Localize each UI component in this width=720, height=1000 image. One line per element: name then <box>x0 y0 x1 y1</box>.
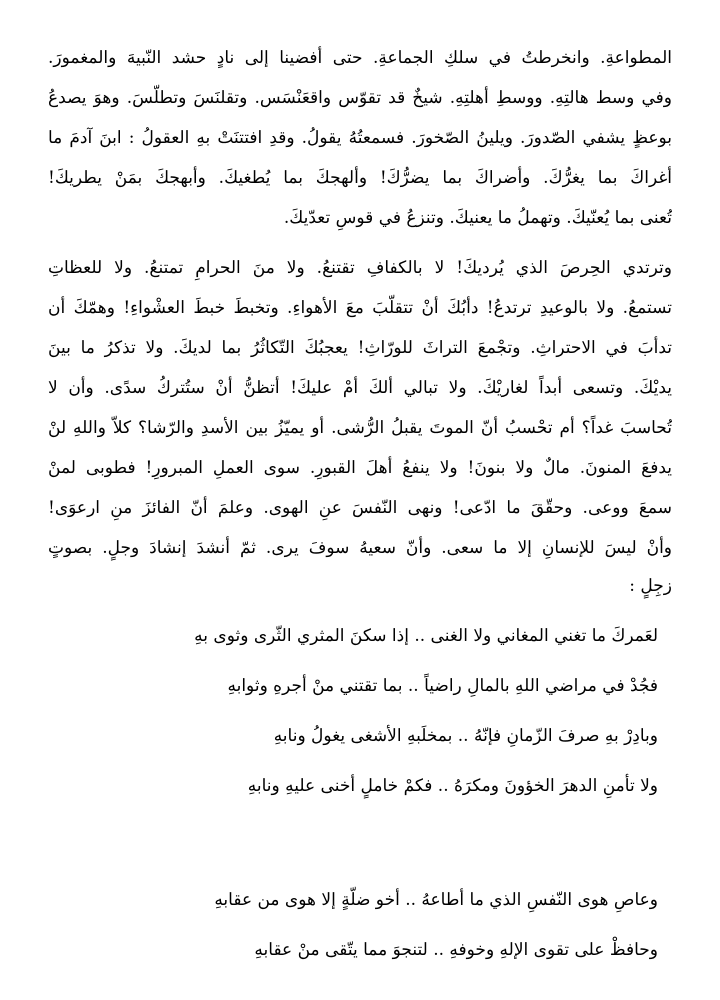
paragraph-line: تُحاسبَ غداً؟ أم تحْسبُ أنّ الموتَ يقبلُ الرُّشى. أو يميّزُ بين الأسدِ والرّشا؟ كلاّ واللهِ لنْ <box>48 418 672 438</box>
paragraph-line: تستمعُ. ولا بالوعيدِ ترتدعُ! دأبُكَ أنْ تتقلّبَ معَ الأهواءِ. وتخبطَ خبطَ العشْواءِ! وهمّكَ أن <box>48 298 672 318</box>
paragraph-line: أغراكَ بما يغرُّكَ. وأضراكَ بما يضرُّكَ! وألهجكَ بما يُطغيكَ. وأبهجكَ بمَنْ يطريكَ! <box>48 168 672 188</box>
verse-line: وبادِرْ بهِ صرفَ الزّمانِ فإنّهُ .. بمخلَبهِ الأشغى يغولُ ونابهِ <box>273 726 658 746</box>
paragraph-line: يديْكَ. وتسعى أبداً لغاريْكَ. ولا تبالي ألكَ أمْ عليكَ! أتظنُّ أنْ ستُتركُ سدًى. وأن لا <box>48 378 672 398</box>
paragraph-line: المطواعةِ. وانخرطتُ في سلكِ الجماعةِ. حتى أفضينا إلى نادٍ حشد النّبيهَ والمغمورَ. <box>48 48 672 68</box>
paragraph-line: تُعنى بما يُعنّيكَ. وتهملُ ما يعنيكَ. وتنزعُ في قوسِ تعدّيكَ. <box>283 208 672 228</box>
paragraph-line: سمعَ ووعى. وحقّقَ ما ادّعى! ونهى النّفسَ عنِ الهوى. وعلمَ أنّ الفائزَ منِ ارعوَى! <box>48 498 672 518</box>
verse-line: ولا تأمنِ الدهرَ الخؤونَ ومكرَهُ .. فكمْ خاملٍ أخنى عليهِ ونابهِ <box>247 776 658 796</box>
paragraph-line: وأنْ ليسَ للإنسانِ إلا ما سعى. وأنّ سعيهُ سوفَ يرى. ثمّ أنشدَ إنشادَ وجلٍ. بصوتٍ <box>48 538 672 558</box>
verse-line: وعاصِ هوى النّفسِ الذي ما أطاعهُ .. أخو ضلّةٍ إلا هوى من عقابهِ <box>214 890 658 910</box>
verse-line: لعَمركَ ما تغني المغاني ولا الغنى .. إذا سكنَ المثري الثّرى وثوى بهِ <box>194 626 658 646</box>
verse-line: وحافظْ على تقوى الإلهِ وخوفهِ .. لتنجوَ مما يتّقى منْ عقابهِ <box>254 940 658 960</box>
paragraph-line: وفي وسط هالتِهِ. ووسطِ أهلتِهِ. شيخٌ قد تقوّس واقعَنْسَس. وتقلنَسَ وتطلّسَ. وهوَ يصدعُ <box>48 88 672 108</box>
paragraph-line: تدأبَ في الاحتراثِ. وتجْمعَ التراثَ للورّاثِ! يعجبُكَ التّكاثُرُ بما لديكَ. ولا تذكرُ ما بينَ <box>48 338 672 358</box>
verse-line: فجُدْ في مراضي اللهِ بالمالِ راضياً .. بما تقتني منْ أجرهِ وثوابهِ <box>227 676 658 696</box>
paragraph-line: زجِلٍ : <box>629 576 672 596</box>
paragraph-line: يدفعَ المنونَ. مالٌ ولا بنونَ! ولا ينفعُ أهلَ القبورِ. سوى العملِ المبرورِ! فطوبى لمنْ <box>48 458 672 478</box>
paragraph-line: بوعظٍ يشفي الصّدورَ. ويلينُ الصّخورَ. فسمعتُهُ يقولُ. وقدِ افتتنَتْ بهِ العقولُ : ابنَ آدمَ ما <box>48 128 672 148</box>
paragraph-line: وترتدي الحِرصَ الذي يُرديكَ! لا بالكفافِ تقتنعُ. ولا منَ الحرامِ تمتنعُ. ولا للعظاتِ <box>48 258 672 278</box>
